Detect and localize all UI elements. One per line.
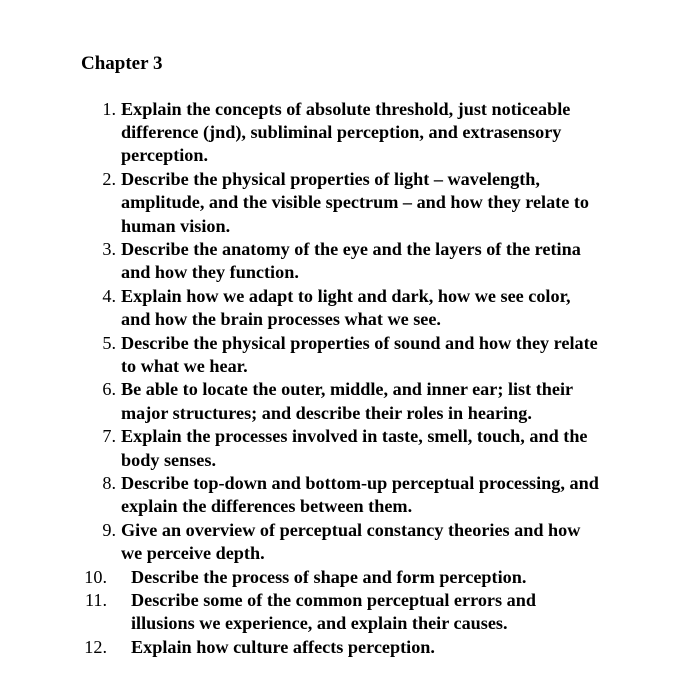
item-number: 9. bbox=[102, 519, 116, 540]
item-number: 12. bbox=[84, 636, 107, 657]
item-number: 10. bbox=[84, 566, 107, 587]
list-item bbox=[0, 472, 601, 519]
list-item bbox=[0, 378, 601, 425]
chapter-title: Chapter 3 bbox=[81, 53, 163, 74]
list-item bbox=[0, 332, 601, 379]
item-text: Explain how culture affects perception. bbox=[131, 636, 435, 657]
item-text: Be able to locate the outer, middle, and inner ear; list their major structures; and describe their roles in hearing. bbox=[121, 379, 573, 423]
item-text: Describe the process of shape and form perception. bbox=[131, 566, 527, 587]
item-text: Describe the physical properties of sound and how they relate to what we hear. bbox=[121, 332, 598, 376]
item-text: Describe some of the common perceptual errors and illusions we experience, and explain their causes. bbox=[131, 590, 536, 634]
list-item bbox=[0, 636, 601, 659]
item-number: 2. bbox=[102, 168, 116, 189]
learning-objectives-list bbox=[0, 98, 601, 660]
list-item bbox=[0, 519, 601, 566]
list-item bbox=[0, 566, 601, 589]
item-number: 5. bbox=[102, 332, 116, 353]
list-item bbox=[0, 589, 601, 636]
item-text: Explain the concepts of absolute threshold, just noticeable difference (jnd), subliminal perception, and extrasensory perception. bbox=[121, 98, 571, 166]
item-number: 1. bbox=[102, 98, 116, 119]
item-number: 11. bbox=[84, 590, 107, 611]
item-text: Give an overview of perceptual constancy theories and how we perceive depth. bbox=[121, 519, 581, 564]
list-item bbox=[0, 285, 601, 332]
item-number: 7. bbox=[102, 426, 116, 447]
item-text: Explain the processes involved in taste, smell, touch, and the body senses. bbox=[121, 426, 588, 470]
item-number: 6. bbox=[102, 379, 116, 400]
item-text: Explain how we adapt to light and dark, how we see color, and how the brain processes what we see. bbox=[121, 285, 571, 330]
item-text: Describe the physical properties of light – wavelength, amplitude, and the visible spectrum – and how they relate to human vision. bbox=[121, 168, 589, 236]
list-item bbox=[0, 238, 601, 285]
item-number: 8. bbox=[102, 473, 116, 493]
list-item bbox=[0, 98, 601, 168]
list-item bbox=[0, 168, 601, 238]
item-text: Describe the anatomy of the eye and the layers of the retina and how they function. bbox=[121, 238, 581, 283]
item-number: 3. bbox=[102, 238, 116, 259]
item-number: 4. bbox=[102, 285, 116, 306]
item-text: Describe top-down and bottom-up perceptual processing, and explain the differences between them. bbox=[121, 473, 599, 517]
list-item bbox=[0, 425, 601, 472]
